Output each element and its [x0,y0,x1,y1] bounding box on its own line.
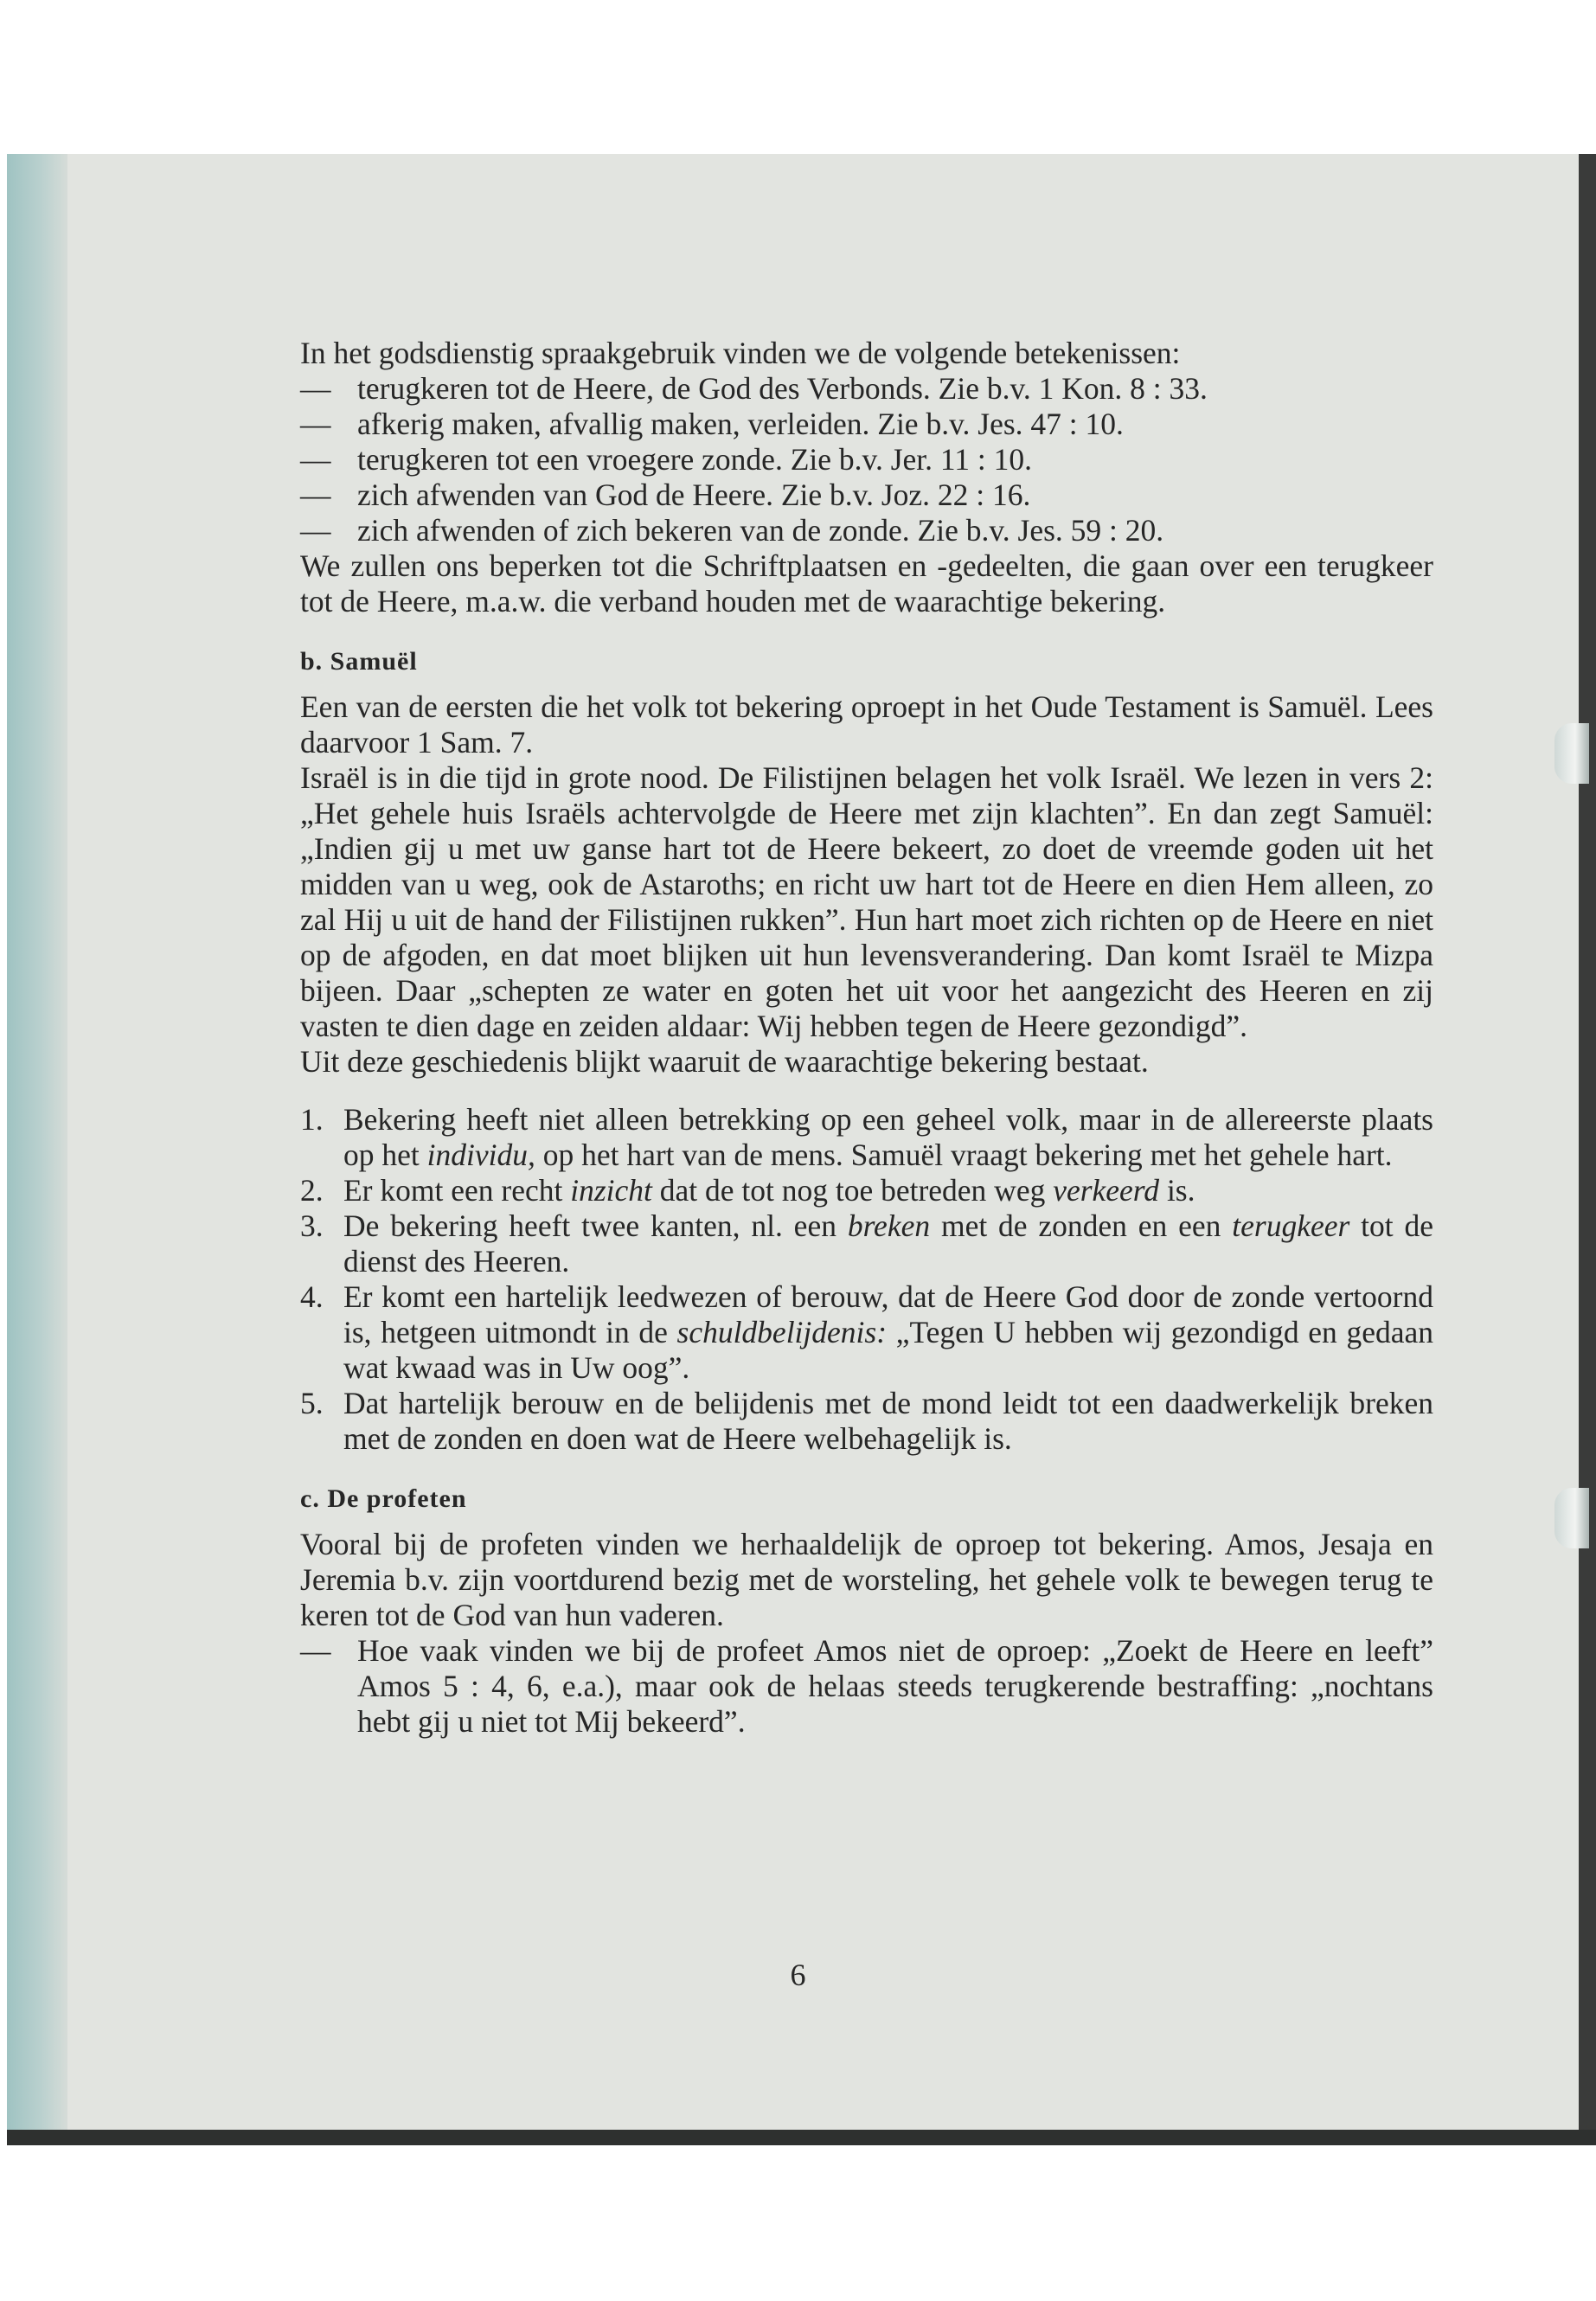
dash-mark: — [300,407,331,441]
meaning-item [300,442,1433,478]
list-text-part: met de zonden en een [930,1208,1233,1243]
list-text-part: Bekering heeft niet alleen betrekking op een geheel volk, maar in de allereerste plaats op het [343,1102,1433,1172]
section-b-paragraph-2: Israël is in die tijd in grote nood. De Filistijnen belagen het volk Israël. We lezen in vers 2: „Het gehele huis Israëls achtervolgde de Heere met zijn klachten”. En dan zegt Samuël: „Indien gij u met uw ganse hart tot de Heere bekeert, zo doet de vreemde goden uit het midden van u weg, ook de Astaroths; en richt uw hart tot de Heere en dien Hem alleen, zo zal Hij u uit de hand der Filistijnen rukken”. Hun hart moet zich richten op de Heere en niet op de afgoden, en dat moet blijken uit hun levensverandering. Dan komt Israël te Mizpa bijeen. Daar „schepten ze water en goten het uit voor het aangezicht des Heeren en zij vasten te dien dage en zeiden aldaar: Wij hebben tegen de Heere gezondigd”. [300,760,1433,1043]
dash-mark: — [300,442,331,477]
list-text-part: Er komt een hartelijk leedwezen of berouw, dat de Heere God door de zonde vertoornd is, hetgeen uitmondt in de [343,1279,1433,1349]
section-b-paragraph-1: Een van de eersten die het volk tot bekering oproept in het Oude Testament is Samuël. Lees daarvoor 1 Sam. 7. [300,689,1433,760]
list-text-part: De bekering heeft twee kanten, nl. een [343,1208,848,1243]
dash-mark: — [300,513,331,548]
list-text [343,1173,1433,1208]
list-number: 3. [300,1208,324,1243]
dash-mark: — [300,371,331,406]
list-item [300,1386,1433,1457]
list-text-emphasis: inzicht [570,1173,652,1208]
list-text-part: op het hart van de mens. Samuël vraagt bekering met het gehele hart. [535,1138,1393,1172]
list-number: 1. [300,1102,324,1137]
binder-clip-top [1554,723,1589,784]
list-text-emphasis: verkeerd [1053,1173,1160,1208]
list-text-part: is. [1159,1173,1195,1208]
list-item [300,1208,1433,1279]
bekering-list [300,1102,1433,1457]
list-item [300,1173,1433,1208]
list-text [343,1102,1433,1173]
page-text [300,336,1433,1740]
meaning-item [300,478,1433,513]
list-text-part: Er komt een recht [343,1173,571,1208]
list-number: 4. [300,1279,324,1314]
list-text: Dat hartelijk berouw en de belijdenis met de mond leidt tot een daadwerkelijk breken met de zonden en doen wat de Heere welbehagelijk is. [343,1386,1433,1456]
list-text-emphasis: schuldbelijdenis: [676,1315,888,1349]
list-text-emphasis: individu, [426,1138,535,1172]
page-left-edge [7,154,67,2145]
page-right-edge [1579,154,1596,2145]
section-c-dash-item [300,1633,1433,1740]
list-text-part: dat de tot nog toe betreden weg [651,1173,1054,1208]
meaning-text: zich afwenden of zich bekeren van de zonde. Zie b.v. Jes. 59 : 20. [357,513,1164,548]
list-text [343,1208,1433,1279]
meaning-text: afkerig maken, afvallig maken, verleiden. Zie b.v. Jes. 47 : 10. [357,407,1124,441]
list-item [300,1102,1433,1173]
list-text [343,1279,1433,1386]
meaning-item [300,513,1433,548]
binder-clip-bottom [1554,1488,1589,1548]
section-c-paragraph-1: Vooral bij de profeten vinden we herhaaldelijk de oproep tot bekering. Amos, Jesaja en Jeremia b.v. zijn voortdurend bezig met de worsteling, het gehele volk te bewegen terug te keren tot de God van hun vaderen. [300,1527,1433,1632]
list-number: 2. [300,1173,324,1208]
list-text-part: „Tegen U hebben wij gezondigd en gedaan wat kwaad was in Uw oog”. [343,1315,1433,1385]
list-number: 5. [300,1386,324,1420]
meaning-item [300,407,1433,442]
dash-item-text: Hoe vaak vinden we bij de profeet Amos niet de oproep: „Zoekt de Heere en leeft” Amos 5 : 4, 6, e.a.), maar ook de helaas steeds terugkerende bestraffing: „nochtans hebt gij u niet tot Mij bekeerd”. [357,1633,1433,1739]
dash-mark: — [300,478,331,512]
restriction-paragraph: We zullen ons beperken tot die Schriftplaatsen en -gedeelten, die gaan over een terugkeer tot de Heere, m.a.w. die verband houden met de waarachtige bekering. [300,548,1433,619]
meaning-text: terugkeren tot een vroegere zonde. Zie b.v. Jer. 11 : 10. [357,442,1033,477]
list-text-part: tot de dienst des Heeren. [343,1208,1433,1279]
dash-mark: — [300,1633,331,1668]
page-number: 6 [790,1958,806,1992]
list-item [300,1279,1433,1386]
list-text-emphasis: terugkeer [1232,1208,1350,1243]
section-c-heading: c. De profeten [300,1484,467,1513]
list-text-emphasis: breken [847,1208,931,1243]
page-bottom-edge [7,2130,1596,2145]
meaning-text: zich afwenden van God de Heere. Zie b.v. Joz. 22 : 16. [357,478,1031,512]
intro-paragraph: In het godsdienstig spraakgebruik vinden we de volgende betekenissen: [300,336,1181,370]
section-b-heading: b. Samuël [300,647,418,676]
meaning-item [300,371,1433,407]
meaning-text: terugkeren tot de Heere, de God des Verbonds. Zie b.v. 1 Kon. 8 : 33. [357,371,1208,406]
section-b-paragraph-3: Uit deze geschiedenis blijkt waaruit de waarachtige bekering bestaat. [300,1044,1149,1079]
meanings-list [300,371,1433,548]
